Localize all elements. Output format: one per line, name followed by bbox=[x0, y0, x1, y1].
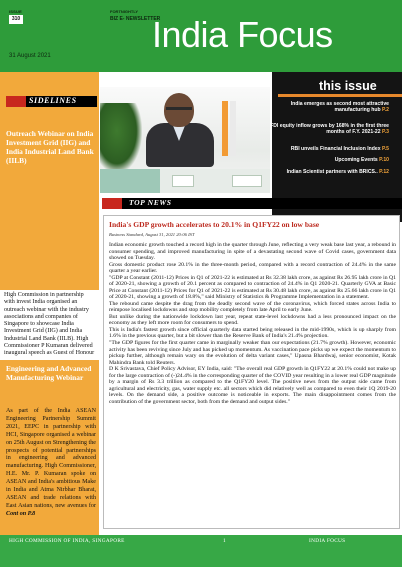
item-text: RBI unveils Financial Inclusion Index bbox=[290, 146, 381, 152]
sidelines-sidebar bbox=[0, 72, 99, 535]
sidebar-story2-text: As part of the India ASEAN Engineering Partnership Summit 2021, EEPC in partnership with HCI, Singapore organised a webinar on 25th August on Strengthening the prospects of potential partnerships in engineering and advanced manufacturing. High Commissioner, H.E. Mr. P. Kumaran spoke on ASEAN and India's ambitious Make in India and Atma Nirbhar Bharat, ASEAN and trade relations with East Asian nations, new avenues for bbox=[6, 408, 96, 509]
this-issue-item[interactable] bbox=[269, 101, 389, 113]
masthead bbox=[0, 0, 402, 72]
frequency-label: FORTNIGHTLY bbox=[110, 9, 139, 14]
speaker-head bbox=[164, 93, 194, 127]
newsletter-label: BIZ E- NEWSLETTER bbox=[110, 16, 161, 22]
sidelines-heading-text: SIDELINES bbox=[29, 96, 77, 105]
this-issue-item[interactable] bbox=[269, 169, 389, 175]
banner-logo bbox=[172, 175, 194, 187]
sidelines-heading bbox=[6, 96, 97, 107]
article-paragraph: "The GDP figures for the first quarter came in marginally weaker than our expectations (21.7% growth). However, economic activity has been reviving since July and has picked up momentum. As vaccination pace picks up we expect the momentum to pickup further, although remain wary on the evolution of delta variant cases," Upasna Bhardwaj, senior economist, Kotak Mahindra Bank told Reuters. bbox=[109, 339, 396, 366]
continued-link[interactable]: Cont on P.8 bbox=[6, 510, 36, 517]
article-paragraph: "GDP at Constant (2011-12) Prices in Q1 of 2021-22 is estimated at Rs 32.38 lakh crore, as against Rs 26.95 lakh crore in Q1 of 2020-21, showing a growth of 20.1 percent as compared to contraction of 24.4% in Q1 2020-21. Quarterly GVA at Basic Price at Constant (2011-12) Prices for Q1 of 2021-22 is estimated at Rs 30.48 lakh crore, as against Rs 25.66 lakh crore in Q1 of 2020-21, showing a growth of 18.8%," said Ministry of Statistics & Programme Implementation in a statement. bbox=[109, 274, 396, 301]
issue-date: 31 August 2021 bbox=[9, 53, 51, 59]
banner-logo bbox=[232, 175, 262, 187]
sidebar-story2-title: Engineering and Advanced Manufacturing Webinar bbox=[6, 364, 92, 382]
this-issue-item[interactable] bbox=[269, 123, 389, 135]
flag-white bbox=[230, 101, 236, 156]
issue-label: ISSUE bbox=[9, 9, 23, 14]
issue-number: 310 bbox=[9, 15, 23, 24]
speaker-glasses bbox=[166, 107, 192, 110]
page-number: 1 bbox=[223, 538, 226, 544]
footer-publisher: HIGH COMMISSION OF INDIA, SINGAPORE bbox=[9, 538, 125, 544]
item-page: P.10 bbox=[379, 157, 389, 163]
plant-image bbox=[100, 103, 142, 173]
article-paragraph: But unlike during the nationwide lockdown last year, repeat state-level lockdowns had a less pronounced impact on the economy as they left more room for consumers to spend. bbox=[109, 313, 396, 327]
red-accent-bar bbox=[102, 198, 122, 209]
item-page: P.3 bbox=[382, 129, 389, 136]
sidebar-story1-title: Outreach Webinar on India Investment Grid (IIG) and India Industrial Land Bank (IILB) bbox=[6, 129, 94, 165]
this-issue-title: this issue bbox=[319, 79, 377, 93]
sidebar-story2-body bbox=[6, 408, 96, 519]
sidebar-story1-text: High Commission in partnership with invest India organised an outreach webinar with the industry associations and companies of Singapore to showcase India Investment Grid (IIG) and India Industrial Land Bank (IILB). High Commissioner P Kumaran delivered inaugural speech as Guest of Honour bbox=[0, 290, 99, 360]
flag-saffron bbox=[222, 101, 228, 156]
orange-divider bbox=[278, 94, 402, 97]
speaker-image bbox=[144, 93, 214, 163]
this-issue-item[interactable] bbox=[269, 146, 389, 152]
webinar-photo bbox=[100, 87, 270, 193]
red-accent-bar bbox=[6, 96, 26, 107]
newsletter-title: India Focus bbox=[152, 14, 333, 55]
article-headline: India's GDP growth accelerates to 20.1% in Q1FY22 on low base bbox=[109, 220, 320, 229]
this-issue-item[interactable] bbox=[269, 157, 389, 163]
item-text: India emerges as second most attractive manufacturing hub bbox=[290, 101, 389, 114]
article-paragraph: This is India's fastest growth since official quarterly data started being released in the mid-1990s, which is up sharply from 1.6% in the previous quarter, but a bit slower than the Reserve Bank of India's 21.4% projection. bbox=[109, 326, 396, 340]
item-page: P.5 bbox=[382, 146, 389, 152]
page-footer bbox=[0, 535, 402, 567]
article-paragraph: Indian economic growth touched a record high in the quarter through June, reflecting a very weak base last year, a rebound in consumer spending, and improved manufacturing in spite of a devastating second wave of Covid cases, government data showed on Tuesday. bbox=[109, 242, 396, 262]
item-text: Upcoming Events bbox=[334, 157, 378, 163]
article-paragraph: The rebound came despite the drag from the deadly second wave of the coronavirus, which forced states across India to reimpose localised lockdowns and stop mobility completely from late April to early June. bbox=[109, 300, 396, 314]
footer-title: INDIA FOCUS bbox=[309, 538, 346, 544]
top-news-article bbox=[103, 215, 400, 529]
banner-graphic bbox=[100, 169, 160, 193]
item-page: P.12 bbox=[379, 169, 389, 175]
item-page: P.2 bbox=[382, 107, 389, 114]
article-source: Business Standard, August 31, 2021 20:06 IST bbox=[109, 232, 195, 237]
article-paragraph: Gross domestic product rose 20.1% in the three-month period, compared with a record contraction of 24.4% in the same quarter a year earlier. bbox=[109, 261, 396, 275]
top-news-heading bbox=[102, 198, 402, 209]
top-news-heading-text: TOP NEWS bbox=[129, 198, 172, 207]
item-text: FDI equity inflow grows by 168% in the first three months of F.Y. 2021-22 bbox=[270, 123, 389, 136]
webinar-banner bbox=[100, 169, 270, 193]
item-text: Indian Scientist partners with BRICS.. bbox=[286, 169, 378, 175]
article-paragraph: D K Srivastava, Chief Policy Advisor, EY India, said: "The overall real GDP growth in Q1FY22 at 20.1% could not make up for the large contraction of (-)24.4% in the corresponding quarter of the COVID year resulting in a lower real GDP magnitude by a margin of Rs 3.3 trillion as compared to the Q1FY20 level. The positive news from the output side came from agricultural and electricity, gas, water supply etc. all sectors which did relatively well as compared to even their 1Q 2019-20 levels. On the demand side, a positive outcome is noticeable in exports. The main disappointment comes from the contribution of the government sector, both from the demand and output sides." bbox=[109, 366, 396, 405]
article-body bbox=[109, 242, 396, 405]
